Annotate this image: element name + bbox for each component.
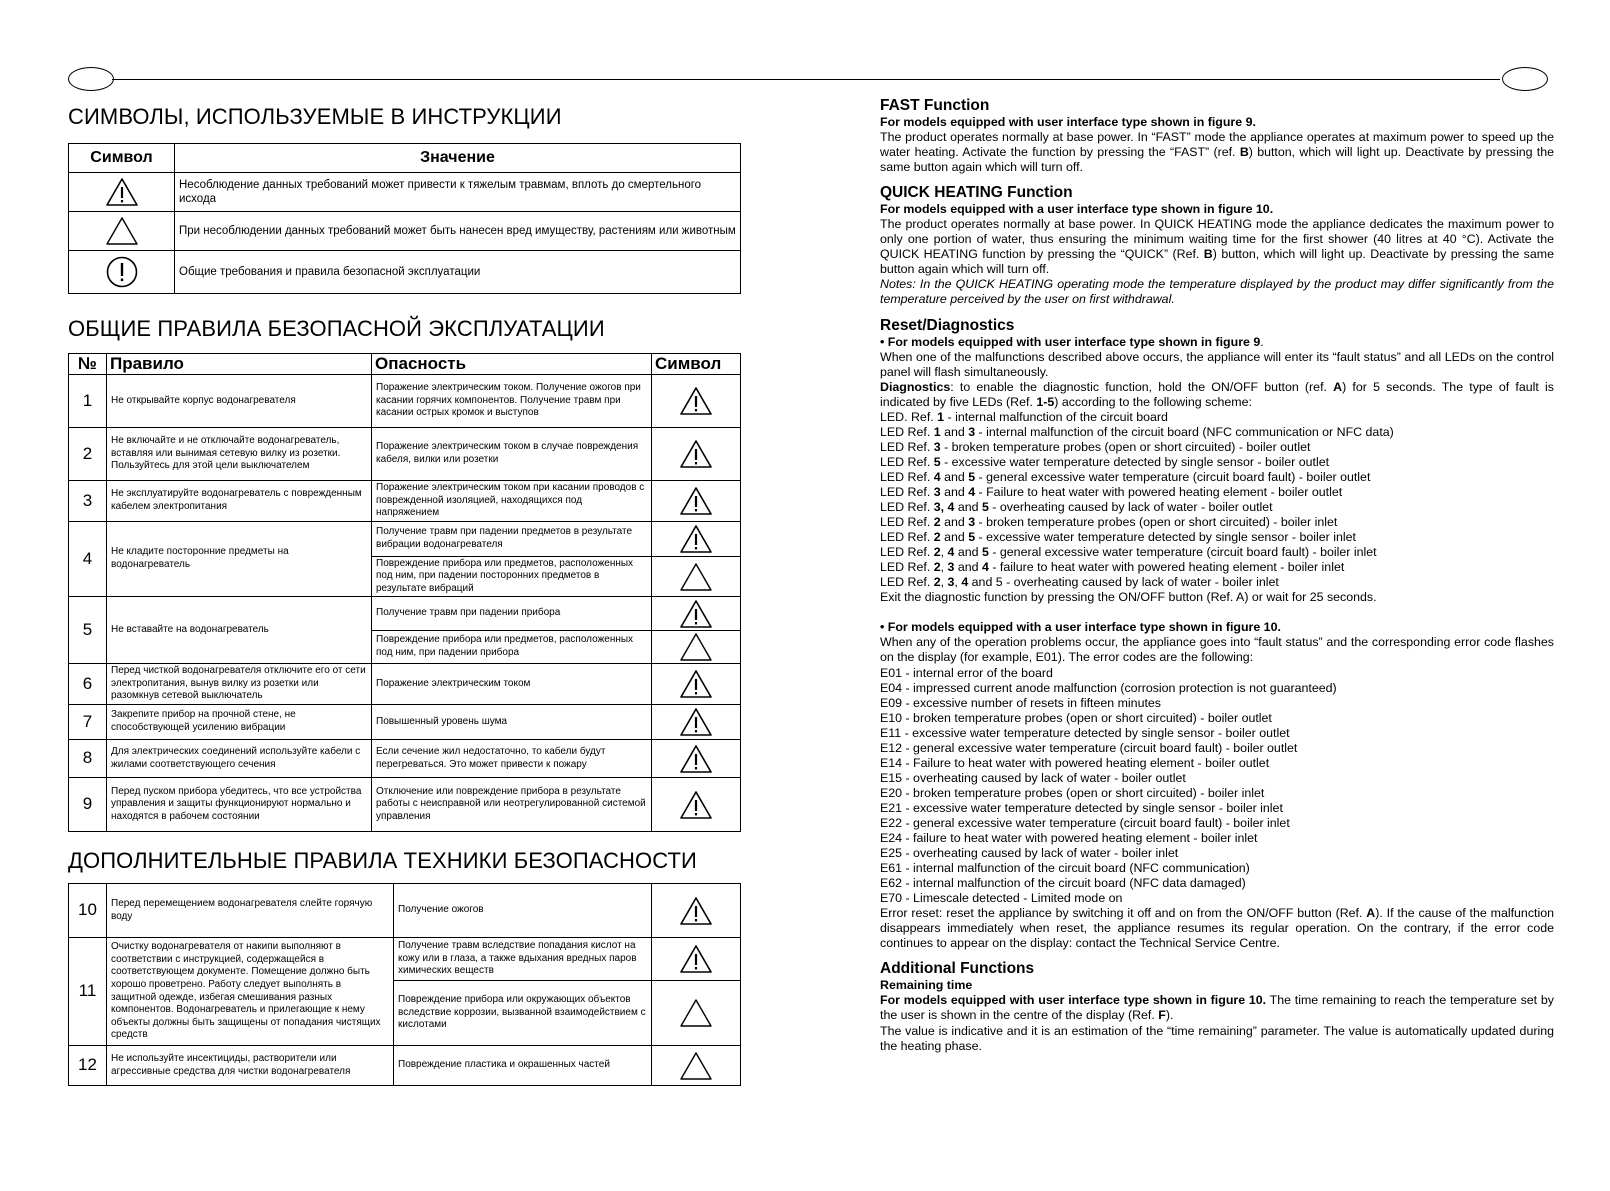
led-ref: 3 [947,560,955,575]
table-row [69,375,741,428]
led-text: LED Ref. [880,424,934,439]
warning-exclamation-icon [652,778,741,832]
led-ref: 3, 4 [933,500,955,515]
led-text: - excessive water temperature detected by single sensor - boiler inlet [975,530,1356,545]
warning-exclamation-icon [652,740,741,778]
reset-subtitle-text: • For models equipped with user interface type shown in figure 9 [880,334,1261,349]
rule-text: Перед перемещением водонагревателя слейте горячую воду [107,884,394,938]
rule-number: 5 [69,597,107,664]
warning-exclamation-icon [652,938,741,981]
danger-text: Повышенный уровень шума [372,705,652,740]
warning-exclamation-icon [652,481,741,522]
reset-subtitle-fig9 [880,335,1554,350]
caution-triangle-icon [652,981,741,1046]
led-ref: 2 [933,560,941,575]
error-code-item: E01 - internal error of the board [880,665,1053,680]
led-text: and 5 - overheating caused by lack of water - boiler inlet [968,575,1279,590]
ref-label: B [1239,145,1249,160]
rule-text: Не включайте и не отключайте водонагреватель, вставляя или вынимая сетевую вилку из розетки. Пользуйтесь для этой цели выключателем [107,428,372,481]
warning-exclamation-icon [652,664,741,705]
rule-number: 7 [69,705,107,740]
symbol-meaning: Несоблюдение данных требований может привести к тяжелым травмам, вплоть до смертельного исхода [175,173,741,212]
led-ref: 5 [933,454,941,469]
led-row [880,515,1554,530]
circle-exclamation-icon [69,251,175,294]
warning-exclamation-icon [652,375,741,428]
warning-exclamation-icon [69,173,175,212]
led-text: , [940,575,948,590]
additional-functions-title: Additional Functions [880,960,1035,978]
rule-number: 10 [69,884,107,938]
error-code-item: E12 - general excessive water temperature (circuit board fault) - boiler outlet [880,740,1298,755]
danger-text: Если сечение жил недостаточно, то кабели будут перегреваться. Это может привести к пожару [372,740,652,778]
led-row [880,440,1554,455]
led-ref: 3 [968,424,976,439]
symbols-title: СИМВОЛЫ, ИСПОЛЬЗУЕМЫЕ В ИНСТРУКЦИИ [68,104,562,129]
ref-label: B [1203,247,1213,262]
rule-text: Не вставайте на водонагреватель [107,597,372,664]
error-code-item: E70 - Limescale detected - Limited mode on [880,891,1123,906]
table-row [69,1046,741,1086]
rule-number: 2 [69,428,107,481]
error-code-item: E24 - failure to heat water with powered heating element - boiler inlet [880,831,1258,846]
rule-number: 3 [69,481,107,522]
rule-number: 9 [69,778,107,832]
led-text: - internal malfunction of the circuit board [944,409,1168,424]
table-row [69,778,741,832]
error-code-item: E22 - general excessive water temperature (circuit board fault) - boiler inlet [880,815,1290,830]
led-text: , [940,560,948,575]
quick-notes: Notes: In the QUICK HEATING operating mode the temperature displayed by the product may differ significantly from the temperature perceived by the user on first withdrawal. [880,277,1554,307]
ref-label: 1-5 [1036,394,1055,409]
remaining-time-title: Remaining time [880,978,973,993]
led-text: - broken temperature probes (open or short circuited) - boiler outlet [940,439,1311,454]
rule-text: Перед пуском прибора убедитесь, что все устройства управления и защиты функционируют нормально и находятся в рабочем состоянии [107,778,372,832]
led-ref: 3 [933,484,941,499]
remaining-time-text: ). [1165,1008,1174,1023]
right-page [880,96,1554,1054]
rule-text: Не открывайте корпус водонагревателя [107,375,372,428]
led-text: and [940,484,969,499]
col-header: № [69,354,107,375]
led-text: LED Ref. [880,484,934,499]
led-ref: 4 [947,545,955,560]
diagnostics-text [880,380,1554,410]
led-row [880,560,1554,575]
table-row [69,173,741,212]
left-page [68,104,741,1086]
error-code-item: E11 - excessive water temperature detected by single sensor - boiler outlet [880,725,1290,740]
danger-text: Получение ожогов [394,884,652,938]
quick-body-text: The product operates normally at base power. In QUICK HEATING mode the appliance dedicates the maximum power to only one portion of water, thus ensuring the minimum waiting time for the first shower (40 litres at 40 °C). Activate the QUICK HEATING function by pressing the “QUICK” (Ref. [880,217,1554,262]
led-list [880,410,1554,591]
danger-text: Поражение электрическим током [372,664,652,705]
led-ref: 5 [981,545,989,560]
remaining-time-text: The time remaining to reach the temperature set by the user is shown in the centre of the display (Ref. [880,993,1554,1023]
table-row [69,740,741,778]
led-text: - failure to heat water with powered heating element - boiler inlet [988,560,1345,575]
col-header: Правило [107,354,372,375]
led-text: and [954,560,982,575]
header-rule [112,79,1500,80]
error-code-item: E10 - broken temperature probes (open or short circuited) - boiler outlet [880,710,1272,725]
led-row [880,425,1554,440]
led-text: LED Ref. [880,575,934,590]
symbol-meaning: Общие требования и правила безопасной эксплуатации [175,251,741,294]
warning-exclamation-icon [652,597,741,631]
table-row [69,481,741,522]
danger-text: Повреждение прибора или окружающих объектов вследствие коррозии, вызванной взаимодействием с кислотами [394,981,652,1046]
table-row [69,251,741,294]
rule-text: Очистку водонагревателя от накипи выполняют в соответствии с инструкцией, содержащейся в соответствующем документе. Помещение должно быть хорошо проветрено. Работу следует выполнять в защитной одежде, избегая смешивания разных компонентов. Водонагреватель и прилегающие к нему объекты должны быть защищены от попадания чистящих средств [107,938,394,1046]
led-text: - excessive water temperature detected by single sensor - boiler outlet [940,454,1330,469]
error-code-item: E14 - Failure to heat water with powered heating element - boiler outlet [880,755,1270,770]
rule-number: 1 [69,375,107,428]
led-text: - general excessive water temperature (circuit board fault) - boiler inlet [988,545,1377,560]
led-ref: 3 [933,439,941,454]
quick-title: QUICK HEATING Function [880,184,1073,202]
symbol-meaning: При несоблюдении данных требований может быть нанесен вред имуществу, растениям или животным [175,212,741,251]
led-text: LED Ref. [880,500,934,515]
reset-subtitle-fig10 [880,620,1554,635]
led-ref: 1 [937,409,945,424]
led-ref: 5 [968,530,976,545]
reset-body-fig9: When one of the malfunctions described above occurs, the appliance will enter its “fault status” and all LEDs on the control panel will flash simultaneously. [880,349,1554,379]
led-row [880,410,1554,425]
led-row [880,530,1554,545]
error-code-item: E62 - internal malfunction of the circuit board (NFC data damaged) [880,876,1246,891]
led-row [880,470,1554,485]
led-row [880,455,1554,470]
table-row [69,522,741,557]
reset-subtitle-text: • For models equipped with a user interface type shown in figure 10. [880,620,1281,635]
led-text: - overheating caused by lack of water - boiler outlet [988,500,1273,515]
led-text: LED Ref. [880,439,934,454]
remaining-time-subtitle: For models equipped with user interface type shown in figure 10. [880,993,1267,1008]
danger-text: Поражение электрическим током при касании проводов с поврежденной изоляцией, находящихся под напряжением [372,481,652,522]
led-ref: 2 [933,575,941,590]
diagnostics-label: Diagnostics [880,379,951,394]
rule-number: 12 [69,1046,107,1086]
ref-label: F [1158,1008,1166,1023]
col-header: Опасность [372,354,652,375]
led-text: and [954,500,982,515]
led-ref: 2 [933,530,941,545]
error-code-item: E61 - internal malfunction of the circuit board (NFC communication) [880,861,1250,876]
led-text: - general excessive water temperature (circuit board fault) - boiler outlet [975,469,1371,484]
led-row [880,485,1554,500]
rule-number: 4 [69,522,107,597]
led-text: and [940,515,969,530]
danger-text: Получение травм вследствие попадания кислот на кожу или в глаза, а также вдыхания вредных паров химических веществ [394,938,652,981]
led-row [880,545,1554,560]
quick-body-text: ) button, which will light up. Deactivate by pressing the same button again which will turn off. [880,247,1554,277]
rule-text: Не эксплуатируйте водонагреватель с поврежденным кабелем электропитания [107,481,372,522]
remaining-time-note: The value is indicative and it is an estimation of the “time remaining” parameter. The value is automatically updated during the heating phase. [880,1023,1554,1053]
led-ref: 3 [968,515,976,530]
danger-text: Получение травм при падении прибора [372,597,652,631]
led-ref: 4 [968,484,976,499]
punctuation: . [1260,334,1264,349]
led-text: - broken temperature probes (open or short circuited) - boiler inlet [975,515,1338,530]
error-code-item: E09 - excessive number of resets in fifteen minutes [880,695,1161,710]
led-text: - internal malfunction of the circuit board (NFC communication or NFC data) [975,424,1394,439]
fast-title: FAST Function [880,97,990,114]
led-text: LED Ref. [880,560,934,575]
led-text: LED. Ref. [880,409,938,424]
table-row [69,884,741,938]
led-ref: 2 [933,545,941,560]
led-ref: 4 [981,560,989,575]
error-code-list [880,666,1554,907]
ref-label: A [1366,906,1376,921]
led-ref: 5 [968,469,976,484]
table-row [69,705,741,740]
rule-text: Закрепите прибор на прочной стене, не способствующей усилению вибрации [107,705,372,740]
danger-text: Поражение электрическим током в случае повреждения кабеля, вилки или розетки [372,428,652,481]
fast-subtitle: For models equipped with user interface type shown in figure 9. [880,115,1256,129]
fast-body-text: ) button, which will light up. Deactivate by pressing the same button again which will turn off. [880,145,1554,175]
led-text: LED Ref. [880,530,934,545]
warning-exclamation-icon [652,428,741,481]
error-reset-body: Error reset: reset the appliance by switching it off and on from the ON/OFF button (Ref. [880,906,1367,921]
led-text: LED Ref. [880,469,934,484]
danger-text: Поражение электрическим током. Получение ожогов при касании горячих компонентов. Получение травм при касании острых кромок и выступов [372,375,652,428]
ref-label: A [1333,379,1343,394]
quick-subtitle: For models equipped with a user interface type shown in figure 10. [880,202,1274,217]
rule-text: Для электрических соединений используйте кабели с жилами соответствующего сечения [107,740,372,778]
led-ref: 4 [961,575,969,590]
led-ref: 5 [981,500,989,515]
page-marker-right [1502,67,1548,91]
error-code-item: E20 - broken temperature probes (open or short circuited) - boiler inlet [880,785,1265,800]
diagnostics-body: ) according to the following scheme: [1054,394,1252,409]
led-text: and [940,469,969,484]
warning-exclamation-icon [652,522,741,557]
led-row [880,500,1554,515]
diagnostics-body: ) for 5 seconds. The type of fault is indicated by five LEDs (Ref. [880,379,1554,409]
fast-body [880,130,1554,175]
caution-triangle-icon [69,212,175,251]
warning-exclamation-icon [652,705,741,740]
led-ref: 4 [933,469,941,484]
danger-text: Повреждение прибора или предметов, расположенных под ним, при падении посторонних предметов в результате вибраций [372,557,652,597]
table-header-row [69,144,741,173]
extra-rules-table [68,883,741,1086]
table-row [69,212,741,251]
led-text: LED Ref. [880,515,934,530]
warning-exclamation-icon [652,884,741,938]
led-text: LED Ref. [880,454,934,469]
diagnostics-body: : to enable the diagnostic function, hold the ON/OFF button (ref. [950,379,1334,394]
rule-number: 8 [69,740,107,778]
error-code-item: E15 - overheating caused by lack of water - boiler outlet [880,770,1186,785]
rule-text: Перед чисткой водонагревателя отключите его от сети электропитания, вынув вилку из розетки или разомкнув сетевой выключатель [107,664,372,705]
col-header: Символ [69,144,175,173]
rule-text: Не используйте инсектициды, растворители или агрессивные средства для чистки водонагревателя [107,1046,394,1086]
led-text: LED Ref. [880,545,934,560]
led-text: and [954,545,982,560]
led-text: - Failure to heat water with powered heating element - boiler outlet [975,484,1343,499]
led-ref: 1 [933,424,941,439]
col-header: Символ [652,354,741,375]
danger-text: Повреждение прибора или предметов, расположенных под ним, при падении прибора [372,631,652,664]
danger-text: Повреждение пластика и окрашенных частей [394,1046,652,1086]
rules-title: ОБЩИЕ ПРАВИЛА БЕЗОПАСНОЙ ЭКСПЛУАТАЦИИ [68,316,605,341]
error-reset-body: ). If the cause of the malfunction disappears immediately when reset, the appliance resumes its regular operation. On the contrary, if the error code continues to appear on the display: contact the Technical Service Centre. [880,906,1554,951]
remaining-time-body [880,993,1554,1023]
led-row [880,575,1554,590]
rule-text: Не кладите посторонние предметы на водонагреватель [107,522,372,597]
led-ref: 3 [947,575,955,590]
caution-triangle-icon [652,1046,741,1086]
rule-number: 11 [69,938,107,1046]
led-ref: 2 [933,515,941,530]
table-row [69,664,741,705]
error-code-item: E25 - overheating caused by lack of water - boiler inlet [880,846,1179,861]
led-text: , [940,545,948,560]
caution-triangle-icon [652,557,741,597]
fast-body-text: The product operates normally at base power. In “FAST” mode the appliance operates at maximum power to speed up the water heating. Activate the function by pressing the “FAST” (ref. [880,130,1554,160]
symbols-table [68,143,741,294]
page-marker-left [68,67,114,91]
danger-text: Отключение или повреждение прибора в результате работы с неисправной или неотрегулированной системой управления [372,778,652,832]
rule-number: 6 [69,664,107,705]
error-code-item: E04 - impressed current anode malfunction (corrosion protection is not guaranteed) [880,680,1337,695]
led-text: and [940,530,969,545]
table-row [69,597,741,631]
table-row [69,428,741,481]
error-reset-text [880,906,1554,951]
quick-body [880,217,1554,277]
danger-text: Получение травм при падении предметов в результате вибрации водонагревателя [372,522,652,557]
col-header: Значение [175,144,741,173]
reset-body-fig10: When any of the operation problems occur, the appliance goes into “fault status” and the corresponding error code flashes on the display (for example, E01). The error codes are the following: [880,635,1554,665]
table-row [69,938,741,981]
caution-triangle-icon [652,631,741,664]
rules-table [68,353,741,832]
extra-rules-title: ДОПОЛНИТЕЛЬНЫЕ ПРАВИЛА ТЕХНИКИ БЕЗОПАСНОСТИ [68,848,697,873]
diagnostics-exit: Exit the diagnostic function by pressing the ON/OFF button (Ref. A) or wait for 25 seconds. [880,590,1377,605]
reset-title: Reset/Diagnostics [880,316,1015,334]
led-text: , [954,575,962,590]
error-code-item: E21 - excessive water temperature detected by single sensor - boiler inlet [880,800,1283,815]
led-text: and [940,424,969,439]
table-header-row [69,354,741,375]
